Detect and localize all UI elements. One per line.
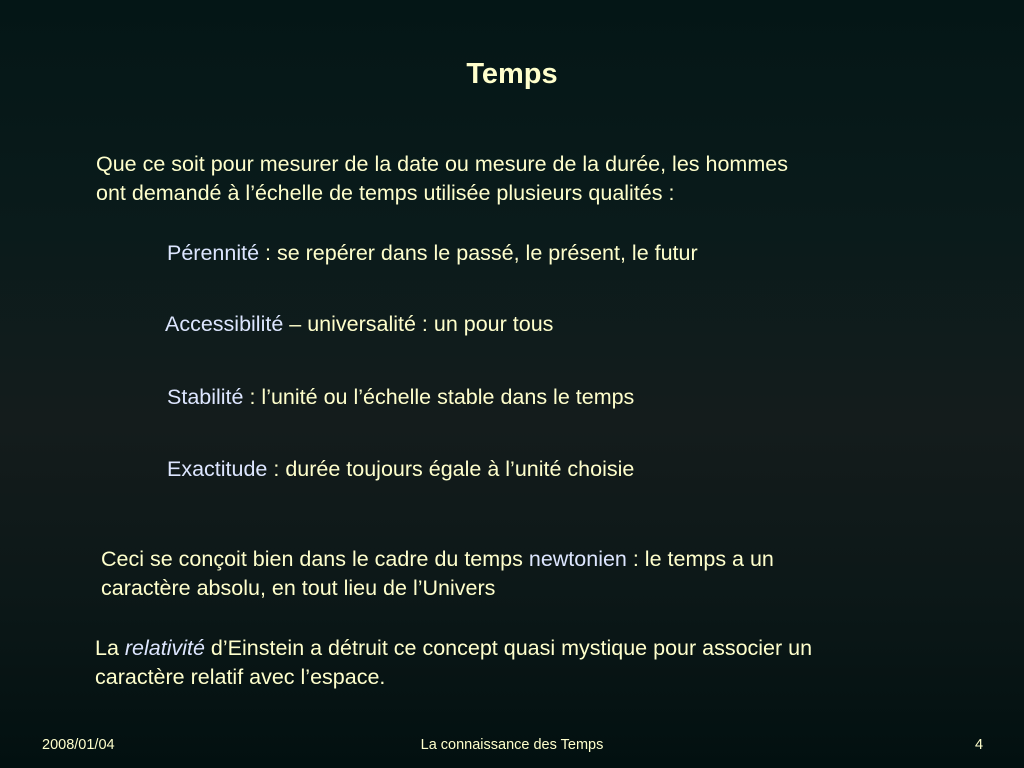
einstein-text-a: La	[95, 636, 125, 660]
quality-desc: : l’unité ou l’échelle stable dans le temps	[243, 385, 635, 409]
einstein-paragraph	[95, 634, 812, 692]
quality-item-exactitude	[167, 455, 634, 484]
quality-term: Exactitude	[167, 457, 268, 481]
einstein-term: relativité	[124, 636, 205, 660]
newton-line-2: caractère absolu, en tout lieu de l’Univers	[101, 576, 496, 600]
footer-title: La connaissance des Temps	[420, 737, 604, 753]
quality-term: Pérennité	[167, 241, 260, 265]
quality-term: Accessibilité	[165, 312, 284, 336]
newton-line-1	[101, 545, 774, 574]
einstein-line-1	[95, 634, 812, 663]
newton-paragraph	[101, 545, 774, 603]
einstein-line-2: caractère relatif avec l’espace.	[95, 665, 386, 689]
footer-page-number: 4	[975, 737, 984, 753]
slide-title: Temps	[466, 58, 558, 90]
quality-term: Stabilité	[167, 385, 244, 409]
intro-paragraph	[96, 150, 788, 208]
quality-desc: – universalité : un pour tous	[283, 312, 554, 336]
quality-desc: : se repérer dans le passé, le présent, le futur	[259, 241, 698, 265]
quality-desc: : durée toujours égale à l’unité choisie	[267, 457, 635, 481]
newton-term: newtonien	[528, 547, 627, 571]
intro-line-2: ont demandé à l’échelle de temps utilisée plusieurs qualités :	[96, 181, 675, 205]
einstein-text-b: d’Einstein a détruit ce concept quasi mystique pour associer un	[204, 636, 813, 660]
footer-date: 2008/01/04	[42, 737, 115, 753]
quality-item-accessibilite	[165, 310, 553, 339]
newton-text-b: : le temps a un	[626, 547, 774, 571]
newton-text-a: Ceci se conçoit bien dans le cadre du temps	[101, 547, 529, 571]
quality-item-stabilite	[167, 383, 634, 412]
quality-item-perennite	[167, 239, 698, 268]
intro-line-1: Que ce soit pour mesurer de la date ou mesure de la durée, les hommes	[96, 152, 788, 176]
